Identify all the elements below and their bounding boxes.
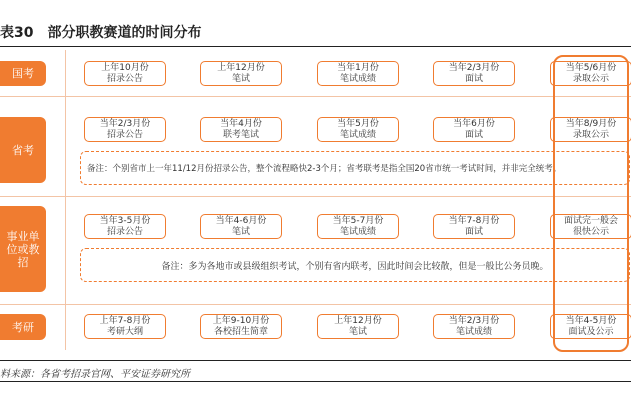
timeline-step (200, 117, 282, 142)
step-event: 录取公示 (572, 129, 609, 140)
step-time: 上年10月份 (101, 62, 149, 73)
step-event: 很快公示 (572, 226, 609, 237)
step-event: 各校招生简章 (213, 326, 268, 337)
timeline-step (200, 214, 282, 239)
row-divider (0, 304, 631, 305)
step-time: 当年4-5月份 (565, 315, 617, 326)
step-time: 当年1月份 (337, 62, 379, 73)
timeline-step (84, 214, 166, 239)
timeline-step (200, 61, 282, 86)
timeline-step (433, 117, 515, 142)
step-time: 当年2/3月份 (448, 62, 500, 73)
timeline-step (317, 61, 399, 86)
step-time: 当年8/9月份 (565, 118, 617, 129)
final-stage-highlight (553, 55, 629, 352)
timeline-step (317, 214, 399, 239)
timeline-step (317, 117, 399, 142)
bottom-rule (0, 360, 631, 361)
timeline-step (200, 314, 282, 339)
step-time: 当年2/3月份 (448, 315, 500, 326)
category-label: 考研 (0, 314, 46, 340)
step-event: 联考笔试 (222, 129, 259, 140)
footer-rule (0, 381, 631, 382)
step-time: 上年12月份 (334, 315, 382, 326)
step-event: 笔试 (231, 73, 250, 84)
row-divider (0, 196, 631, 197)
timeline-step (433, 214, 515, 239)
step-event: 笔试成绩 (339, 73, 376, 84)
figure-number: 表30 (0, 25, 34, 41)
step-event: 面试 (464, 73, 483, 84)
row-note: 备注：个别省市上一年11/12月份招录公告，整个流程略快2-3个月；省考联考是指全国20省市统一考试时间，并非完全统考。 (80, 151, 630, 185)
figure-title (0, 22, 201, 44)
row-divider (0, 96, 631, 97)
timeline-step (84, 61, 166, 86)
timeline-step (84, 314, 166, 339)
step-time: 上年9-10月份 (212, 315, 270, 326)
step-time: 当年5月份 (337, 118, 379, 129)
figure-title-text: 部分职教赛道的时间分布 (47, 25, 202, 41)
timeline-step (317, 314, 399, 339)
step-event: 招录公告 (106, 226, 143, 237)
step-time: 当年5-7月份 (332, 215, 384, 226)
timeline-step (550, 117, 631, 142)
step-event: 面试及公示 (568, 326, 614, 337)
step-event: 笔试成绩 (455, 326, 492, 337)
step-time: 面试完一般会 (563, 215, 618, 226)
step-time: 当年6月份 (453, 118, 495, 129)
category-separator (65, 50, 66, 350)
step-event: 招录公告 (106, 129, 143, 140)
step-event: 考研大纲 (106, 326, 143, 337)
step-event: 笔试 (348, 326, 367, 337)
step-time: 当年4-6月份 (215, 215, 267, 226)
step-event: 笔试成绩 (339, 129, 376, 140)
timeline-step (550, 314, 631, 339)
timeline-step (433, 314, 515, 339)
step-time: 当年4月份 (220, 118, 262, 129)
timeline-step (550, 214, 631, 239)
step-event: 录取公示 (572, 73, 609, 84)
step-event: 笔试成绩 (339, 226, 376, 237)
step-time: 当年2/3月份 (99, 118, 151, 129)
timeline-step (433, 61, 515, 86)
step-event: 招录公告 (106, 73, 143, 84)
step-time: 上年12月份 (217, 62, 265, 73)
timeline-step (84, 117, 166, 142)
step-time: 上年7-8月份 (99, 315, 151, 326)
category-label: 事业单 位或教 招 (0, 206, 46, 292)
row-note: 备注：多为各地市或县级组织考试，个别有省内联考，因此时间会比较散，但是一般比公务员晚。 (80, 248, 630, 282)
timeline-step (550, 61, 631, 86)
category-label: 国考 (0, 61, 46, 86)
step-time: 当年5/6月份 (565, 62, 617, 73)
step-event: 面试 (464, 129, 483, 140)
step-event: 笔试 (231, 226, 250, 237)
step-time: 当年3-5月份 (99, 215, 151, 226)
category-label: 省考 (0, 117, 46, 183)
title-rule (0, 46, 631, 47)
source-note: 料来源：各省考招录官网、平安证券研究所 (0, 369, 190, 380)
step-time: 当年7-8月份 (448, 215, 500, 226)
step-event: 面试 (464, 226, 483, 237)
